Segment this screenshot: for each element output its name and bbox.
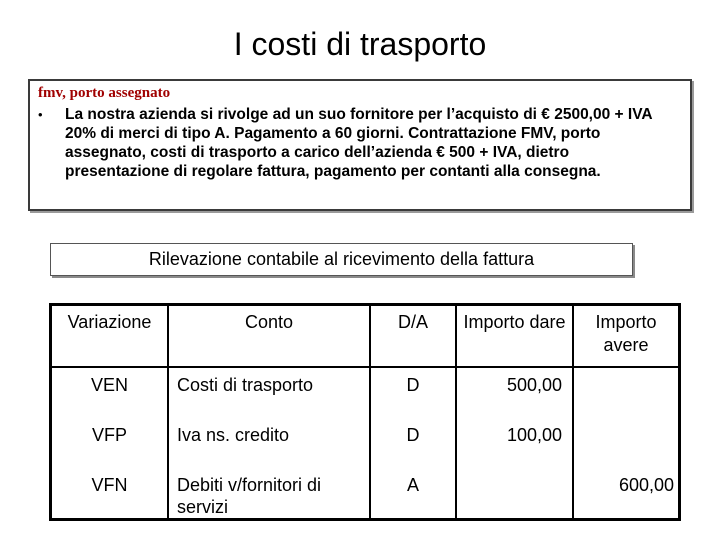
table-row <box>51 367 680 418</box>
accounting-entries-table <box>49 303 681 521</box>
cell-importo-dare <box>456 468 573 520</box>
cell-variazione: VFP <box>51 418 169 468</box>
case-text: La nostra azienda si rivolge ad un suo fornitore per l’acquisto di € 2500,00 + IVA 20% di merci di tipo A. Pagamento a 60 giorni. Contrattazione FMV, porto assegnato, costi di trasporto a carico dell’azienda € 500 + IVA, dietro presentazione di regolare fattura, pagamento per contanti alla consegna. <box>65 106 653 180</box>
slide-title: I costi di trasporto <box>233 26 487 62</box>
case-heading: fmv, porto assegnato <box>38 85 171 101</box>
cell-importo-avere <box>573 367 680 418</box>
cell-variazione: VFN <box>51 468 169 520</box>
cell-variazione: VEN <box>51 367 169 418</box>
cell-da: A <box>370 468 456 520</box>
table-row <box>51 468 680 520</box>
header-importo-avere: Importo avere <box>573 305 680 368</box>
cell-conto: Debiti v/fornitori di servizi <box>168 468 370 520</box>
cell-conto: Costi di trasporto <box>168 367 370 418</box>
table-row <box>51 418 680 468</box>
section-title: Rilevazione contabile al ricevimento della fattura <box>50 243 633 276</box>
cell-da: D <box>370 367 456 418</box>
case-description-box <box>28 79 692 211</box>
cell-importo-dare: 500,00 <box>456 367 573 418</box>
table-header-row <box>51 305 680 368</box>
header-variazione: Variazione <box>51 305 169 368</box>
cell-importo-avere: 600,00 <box>618 475 674 495</box>
cell-importo-avere <box>573 418 680 468</box>
bullet-icon: • <box>38 107 43 122</box>
header-conto: Conto <box>168 305 370 368</box>
cell-da: D <box>370 418 456 468</box>
case-bullet-item <box>38 105 682 181</box>
header-importo-dare: Importo dare <box>456 305 573 368</box>
header-da: D/A <box>370 305 456 368</box>
cell-importo-dare: 100,00 <box>456 418 573 468</box>
cell-conto: Iva ns. credito <box>168 418 370 468</box>
